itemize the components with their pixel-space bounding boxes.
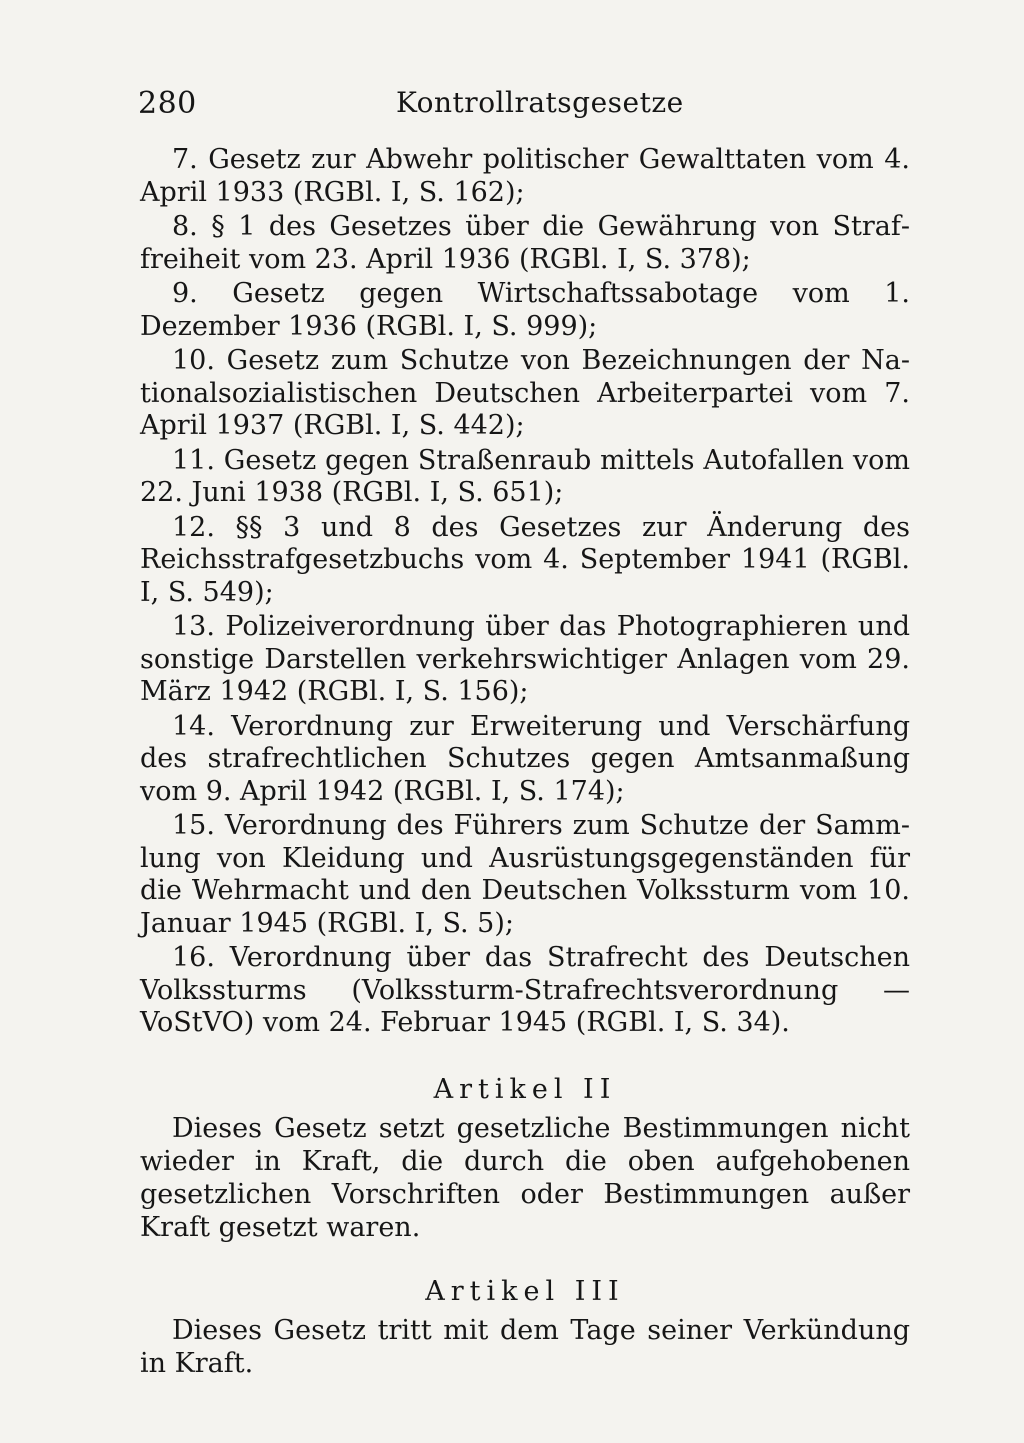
list-item: 14. Verordnung zur Erweiterung und Verschärfung des strafrechtlichen Schutzes gegen Amtsanmaßung vom 9. April 1942 (RGBl. I, S. 174); bbox=[140, 710, 910, 807]
running-title: Kontrollratsgesetze bbox=[396, 86, 684, 119]
list-item: 10. Gesetz zum Schutze von Bezeichnungen der Nationalsozialistischen Deutschen Arbeiterpartei vom 7. April 1937 (RGBl. I, S. 442); bbox=[140, 345, 910, 441]
page-content bbox=[140, 144, 910, 1380]
list-item: 12. §§ 3 und 8 des Gesetzes zur Änderung des Reichsstrafgesetzbuchs vom 4. September 1941 (RGBl. I, S. 549); bbox=[140, 511, 910, 608]
list-item: 9. Gesetz gegen Wirtschaftssabotage vom 1. Dezember 1936 (RGBl. I, S. 999); bbox=[140, 278, 910, 342]
article-2-text: Dieses Gesetz setzt gesetzliche Bestimmungen nicht wieder in Kraft, die durch die oben aufgehobenen gesetzlichen Vorschriften oder Bestimmungen außer Kraft gesetzt waren. bbox=[140, 1112, 910, 1243]
list-item: 16. Verordnung über das Strafrecht des Deutschen Volkssturms (Volkssturm-Strafrechtsverordnung — VoStVO) vom 24. Februar 1945 (RGBl. I, S. 34). bbox=[140, 942, 910, 1038]
list-item: 13. Polizeiverordnung über das Photographieren und sonstige Darstellen verkehrswichtiger Anlagen vom 29. März 1942 (RGBl. I, S. 156); bbox=[140, 611, 910, 707]
list-item: 11. Gesetz gegen Straßenraub mittels Autofallen vom 22. Juni 1938 (RGBl. I, S. 651); bbox=[140, 444, 910, 508]
list-item: 7. Gesetz zur Abwehr politischer Gewalttaten vom 4. April 1933 (RGBl. I, S. 162); bbox=[140, 144, 910, 208]
article-3-heading: Artikel III bbox=[425, 1275, 625, 1307]
page-number: 280 bbox=[138, 86, 197, 121]
article-2-heading: Artikel II bbox=[433, 1073, 617, 1105]
list-item: 8. § 1 des Gesetzes über die Gewährung von Straffreiheit vom 23. April 1936 (RGBl. I, S. 378); bbox=[140, 211, 910, 275]
running-head bbox=[138, 86, 910, 130]
article-3-text: Dieses Gesetz tritt mit dem Tage seiner Verkündung in Kraft. bbox=[140, 1314, 910, 1379]
list-item: 15. Verordnung des Führers zum Schutze der Sammlung von Kleidung und Ausrüstungsgegenständen für die Wehrmacht und den Deutschen Volkssturm vom 10. Januar 1945 (RGBl. I, S. 5); bbox=[140, 810, 910, 939]
